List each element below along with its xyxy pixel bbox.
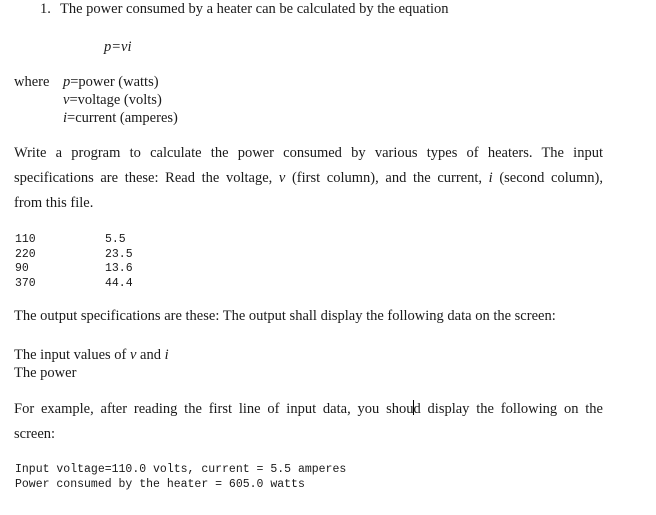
definition-text: =power (watts) [70, 74, 159, 90]
task-text: (first column), and the current, [285, 170, 489, 186]
question-statement: The power consumed by a heater can be calculated by the equation [60, 1, 449, 17]
symbol-v: v [129, 347, 137, 363]
where-label: where [14, 74, 50, 90]
data-voltage-1: 220 [15, 248, 36, 261]
data-current-3: 44.4 [105, 277, 133, 290]
data-voltage-2: 90 [15, 262, 29, 275]
symbol-i: i [164, 347, 169, 363]
question-number: 1. [40, 1, 51, 17]
definition-current [63, 110, 178, 127]
definition-text: =voltage (volts) [69, 92, 162, 108]
equation: p=vi [104, 39, 132, 55]
data-current-2: 13.6 [105, 262, 133, 275]
symbol-i: i [488, 170, 493, 186]
definition-text: =current (amperes) [67, 110, 178, 126]
task-line-2 [14, 170, 603, 187]
example-text: d display the following on the [413, 401, 603, 417]
output-item-power: The power [14, 365, 77, 381]
task-text: (second column), [492, 170, 604, 186]
task-line-3: from this file. [14, 195, 94, 211]
symbol-p: p [63, 74, 71, 90]
example-text: For example, after reading the first line of input data, you shou [14, 401, 414, 417]
symbol-v: v [63, 92, 70, 108]
symbol-v: v [278, 170, 286, 186]
definition-voltage [63, 92, 162, 109]
task-line-1: Write a program to calculate the power consumed by various types of heaters. The input [14, 145, 603, 161]
example-line-2: screen: [14, 426, 56, 442]
data-voltage-0: 110 [15, 233, 36, 246]
data-voltage-3: 370 [15, 277, 36, 290]
sample-output-line-2: Power consumed by the heater = 605.0 watts [15, 478, 305, 491]
task-text: specifications are these: Read the voltage, [14, 170, 279, 186]
sample-output-line-1: Input voltage=110.0 volts, current = 5.5 amperes [15, 463, 347, 476]
data-current-1: 23.5 [105, 248, 133, 261]
output-item-inputs [14, 347, 169, 364]
output-spec: The output specifications are these: The output shall display the following data on the screen: [14, 308, 556, 324]
example-line-1[interactable] [14, 400, 603, 418]
definition-power [63, 74, 159, 91]
output-text: The input values of [14, 347, 130, 363]
symbol-i: i [63, 110, 68, 126]
output-text: and [136, 347, 165, 363]
data-current-0: 5.5 [105, 233, 126, 246]
